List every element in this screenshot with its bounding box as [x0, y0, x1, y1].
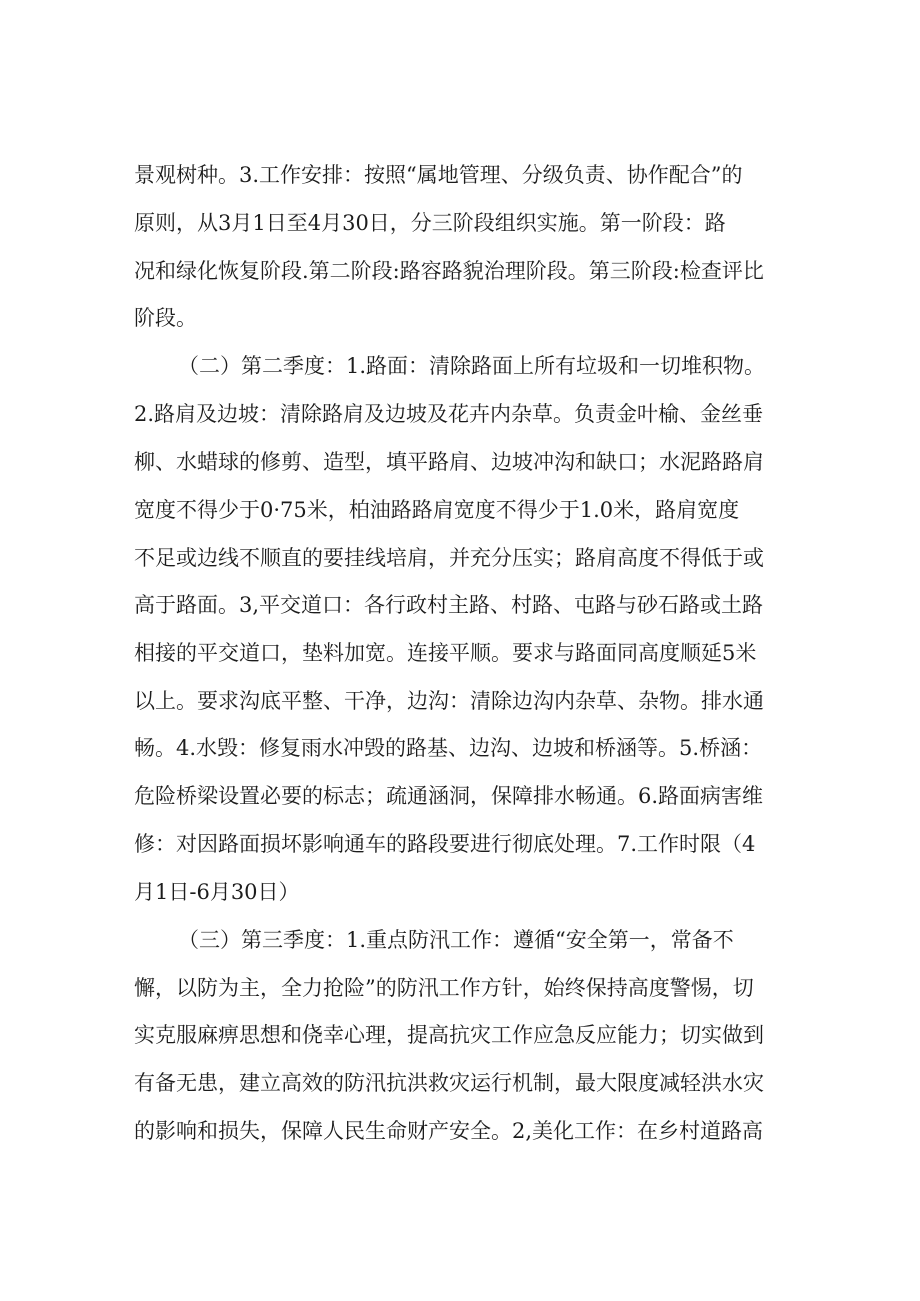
text-line: 畅。4.水毁：修复雨水冲毁的路基、边沟、边坡和桥涵等。5.桥涵： — [134, 736, 763, 760]
text-line: 宽度不得少于0·75米，柏油路路肩宽度不得少于1.0米，路肩宽度 — [134, 498, 740, 522]
text-line: 不足或边线不顺直的要挂线培肩，并充分压实；路肩高度不得低于或 — [134, 546, 764, 570]
text-line: 的影响和损失，保障人民生命财产安全。2,美化工作：在乡村道路高 — [134, 1119, 764, 1143]
text-line: 景观树种。3.工作安排：按照“属地管理、分级负责、协作配合”的 — [134, 163, 743, 187]
text-line: 有备无患，建立高效的防汛抗洪救灾运行机制，最大限度减轻洪水灾 — [134, 1071, 764, 1095]
text-line: 阶段。 — [134, 306, 197, 330]
text-line: 原则，从3月1日至4月30日，分三阶段组织实施。第一阶段：路 — [134, 211, 726, 235]
paragraph-first-line: （三）第三季度：1.重点防汛工作：遵循“安全第一，常备不 — [178, 928, 734, 952]
text-line: 懈，以防为主，全力抢险”的防汛工作方针，始终保持高度警惕，切 — [134, 976, 754, 1000]
text-line: 况和绿化恢复阶段.第二阶段:路容路貌治理阶段。第三阶段:检查评比 — [134, 259, 764, 283]
text-line: 危险桥梁设置必要的标志；疏通涵洞，保障排水畅通。6.路面病害维 — [134, 784, 764, 808]
text-line: 柳、水蜡球的修剪、造型，填平路肩、边坡冲沟和缺口；水泥路路肩 — [134, 450, 764, 474]
text-line: 月1日-6月30日） — [134, 880, 300, 904]
text-line: 2.路肩及边坡：清除路肩及边坡及花卉内杂草。负责金叶榆、金丝垂 — [134, 402, 764, 426]
text-line: 以上。要求沟底平整、干净，边沟：清除边沟内杂草、杂物。排水通 — [134, 689, 764, 713]
paragraph-first-line: （二）第二季度：1.路面：清除路面上所有垃圾和一切堆积物。 — [178, 354, 766, 378]
text-line: 实克服麻痹思想和侥幸心理，提高抗灾工作应急反应能力；切实做到 — [134, 1023, 764, 1047]
text-line: 修：对因路面损坏影响通车的路段要进行彻底处理。7.工作时限（4 — [134, 832, 756, 856]
text-line: 相接的平交道口，垫料加宽。连接平顺。要求与路面同高度顺延5米 — [134, 641, 757, 665]
text-line: 高于路面。3,平交道口：各行政村主路、村路、屯路与砂石路或土路 — [134, 593, 764, 617]
